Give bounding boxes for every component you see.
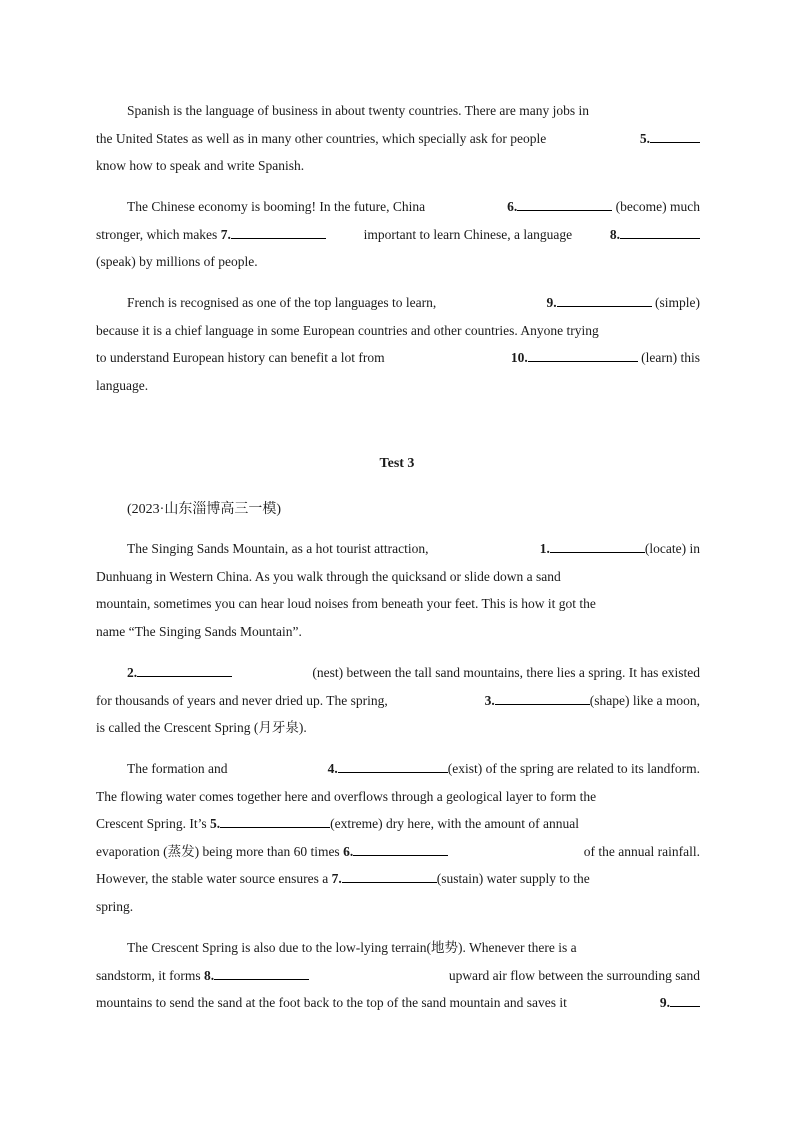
question-number: 3. <box>484 692 495 708</box>
paragraph-chinese: The Chinese economy is booming! In the future, China 6. (become) much stronger, which makes 7. important to learn Chinese, a language 8. (speak) by millions of people. <box>96 193 700 276</box>
paragraph-spring: 2. (nest) between the tall sand mountains, there lies a spring. It has existed for thousands of years and never dried up. The spring, 3. (shape) like a moon, is called the Crescent Spring (月牙泉). <box>96 659 700 742</box>
question-number: 2. <box>127 665 138 680</box>
answer-blank[interactable] <box>620 224 700 239</box>
section-title: Test 3 <box>379 456 415 471</box>
paragraph-terrain: The Crescent Spring is also due to the low-lying terrain(地势). Whenever there is a sandstorm, it forms 8. upward air flow between the surrounding sand mountains to send the sand at the foot back to the top of the sand mountain and saves it 9. <box>96 940 700 1010</box>
answer-blank[interactable] <box>650 128 700 143</box>
question-number: 7. <box>220 226 231 242</box>
answer-blank[interactable] <box>137 662 232 677</box>
question-number: 7. <box>331 871 342 886</box>
answer-blank[interactable] <box>214 965 309 980</box>
paragraph-spanish: Spanish is the language of business in about twenty countries. There are many jobs in the United States as well as in many other countries, which specially ask for people 5. know how to speak and write Spanish. <box>96 97 700 180</box>
question-number: 1. <box>539 541 550 556</box>
answer-blank[interactable] <box>517 196 612 211</box>
paragraph-french: French is recognised as one of the top languages to learn, 9. (simple) because it is a chief language in some European countries and other countries. Anyone trying to understand European history can benefit a lot from 10. (learn) this language. <box>96 289 700 399</box>
source-note: (2023·山东淄博高三一模) <box>127 502 281 517</box>
answer-blank[interactable] <box>528 347 638 362</box>
question-number: 6. <box>507 199 518 214</box>
question-number: 8. <box>609 226 620 242</box>
answer-blank[interactable] <box>557 292 652 307</box>
answer-blank[interactable] <box>353 841 448 856</box>
answer-blank[interactable] <box>220 813 330 828</box>
question-number: 4. <box>327 761 338 776</box>
question-number: 6. <box>343 843 354 859</box>
question-number: 5. <box>639 130 650 146</box>
question-number: 10. <box>510 350 528 365</box>
answer-blank[interactable] <box>495 690 590 705</box>
answer-blank[interactable] <box>670 992 700 1007</box>
question-number: 9. <box>659 995 670 1010</box>
paragraph-singing-sands: The Singing Sands Mountain, as a hot tourist attraction, 1. (locate) in Dunhuang in Western China. As you walk through the quicksand or slide down a sand mountain, sometimes you can hear loud noises from beneath your feet. This is how it got the name “The Singing Sands Mountain”. <box>96 535 700 645</box>
answer-blank[interactable] <box>338 758 448 773</box>
question-number: 9. <box>546 295 557 310</box>
question-number: 5. <box>210 816 221 831</box>
answer-blank[interactable] <box>342 868 437 883</box>
answer-blank[interactable] <box>231 224 326 239</box>
paragraph-formation: The formation and 4. (exist) of the spring are related to its landform. The flowing water comes together here and overflows through a geological layer to form the Crescent Spring. It’s 5. (extreme) dry here, with the amount of annual evaporation (蒸发) being more than 60 times 6. of the annual rainfall. However, the stable water source ensures a 7. (sustain) water supply to the spring. <box>96 755 700 920</box>
question-number: 8. <box>204 967 215 983</box>
answer-blank[interactable] <box>550 538 645 553</box>
